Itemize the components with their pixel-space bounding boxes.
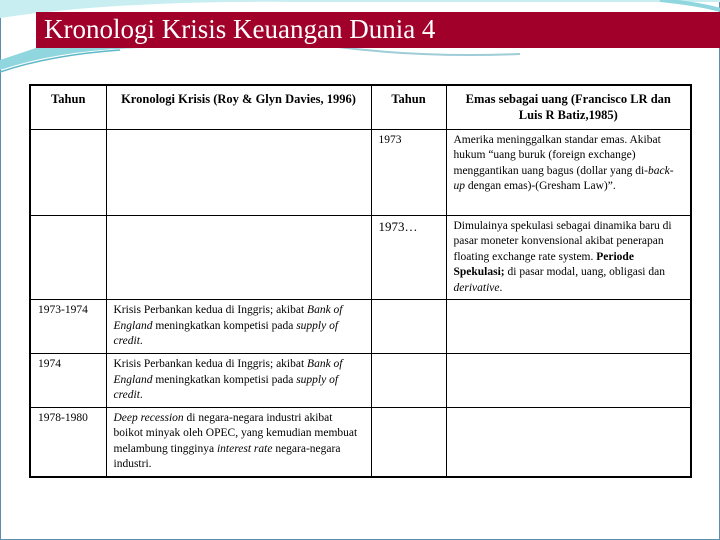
table-row xyxy=(30,407,691,477)
table-row xyxy=(30,354,691,408)
slide-title: Kronologi Krisis Keuangan Dunia 4 xyxy=(44,14,436,44)
table-row xyxy=(30,215,691,300)
title-bar xyxy=(36,12,720,48)
year-cell: 1973 xyxy=(371,129,446,215)
desc-cell: Deep recession di negara-negara industri akibat boikot minyak oleh OPEC, yang kemudian membuat melambung tingginya interest rate negara-negara industri. xyxy=(106,407,371,477)
table-row xyxy=(30,300,691,354)
header-chronology: Kronologi Krisis (Roy & Glyn Davies, 1996) xyxy=(106,85,371,129)
table-row xyxy=(30,129,691,215)
desc-cell: Krisis Perbankan kedua di Inggris; akibat Bank of England meningkatkan kompetisi pada supply of credit. xyxy=(106,354,371,408)
header-gold: Emas sebagai uang (Francisco LR dan Luis R Batiz,1985) xyxy=(446,85,691,129)
year-cell: 1973-1974 xyxy=(30,300,106,354)
year-cell: 1978-1980 xyxy=(30,407,106,477)
desc-cell: Amerika meninggalkan standar emas. Akibat hukum “uang buruk (foreign exchange) menggantikan uang bagus (dollar yang di-back-up dengan emas)-(Gresham Law)”. xyxy=(446,129,691,215)
table-header-row xyxy=(30,85,691,129)
year-cell: 1973… xyxy=(371,215,446,300)
desc-cell: Krisis Perbankan kedua di Inggris; akibat Bank of England meningkatkan kompetisi pada supply of credit. xyxy=(106,300,371,354)
chronology-table xyxy=(29,84,692,478)
header-year: Tahun xyxy=(30,85,106,129)
year-cell: 1974 xyxy=(30,354,106,408)
desc-cell: Dimulainya spekulasi sebagai dinamika baru di pasar moneter konvensional akibat penerapan floating exchange rate system. Periode Spekulasi; di pasar modal, uang, obligasi dan derivative. xyxy=(446,215,691,300)
header-year-2: Tahun xyxy=(371,85,446,129)
